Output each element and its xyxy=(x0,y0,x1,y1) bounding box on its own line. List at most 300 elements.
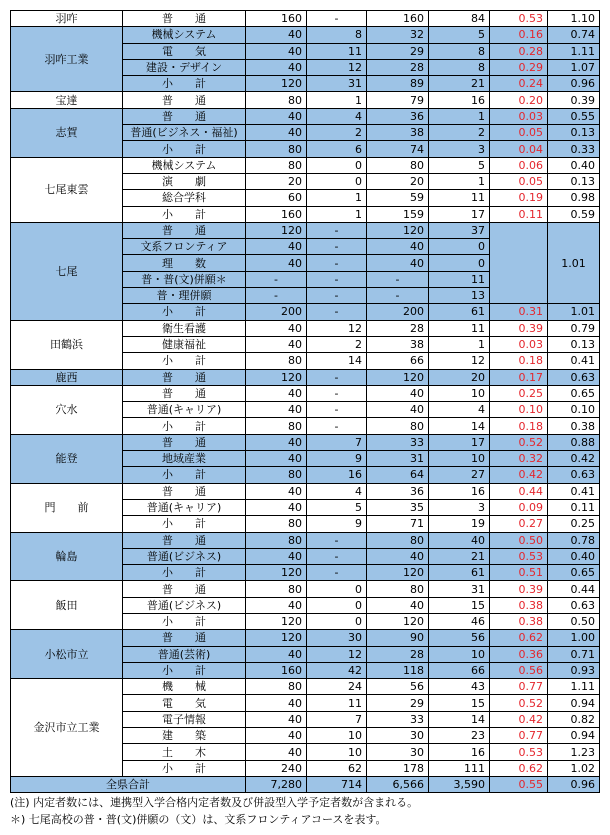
course-cell: 普 通 xyxy=(123,385,246,401)
value-cell: 29 xyxy=(367,43,429,59)
value-cell: 200 xyxy=(367,304,429,320)
ratio-cell: 0.24 xyxy=(490,76,548,92)
value-cell: 80 xyxy=(367,532,429,548)
ratio-cell: 0.05 xyxy=(490,173,548,189)
prev-ratio-cell: 0.41 xyxy=(548,353,600,369)
value-cell: 21 xyxy=(429,548,490,564)
value-cell: 74 xyxy=(367,141,429,157)
course-cell: 普通(ビジネス・福祉) xyxy=(123,125,246,141)
course-cell: 電 気 xyxy=(123,43,246,59)
ratio-cell: 0.04 xyxy=(490,141,548,157)
ratio-cell: 0.16 xyxy=(490,27,548,43)
course-cell: 理 数 xyxy=(123,255,246,271)
total-prev-ratio-cell: 0.96 xyxy=(548,776,600,792)
value-cell: - xyxy=(307,288,367,304)
value-cell: 2 xyxy=(429,125,490,141)
course-cell: 普・理併願 xyxy=(123,288,246,304)
ratio-cell: 0.20 xyxy=(490,92,548,108)
value-cell: 15 xyxy=(429,597,490,613)
note-line: (注) 内定者数には、連携型入学合格内定者数及び併設型入学予定者数が含まれる。 xyxy=(10,796,419,809)
value-cell: 5 xyxy=(429,157,490,173)
ratio-cell: 0.52 xyxy=(490,434,548,450)
value-cell: 12 xyxy=(429,353,490,369)
ratio-cell: 0.28 xyxy=(490,43,548,59)
value-cell: 38 xyxy=(367,336,429,352)
prev-ratio-cell: 0.94 xyxy=(548,728,600,744)
value-cell: 12 xyxy=(307,59,367,75)
value-cell: 28 xyxy=(367,59,429,75)
value-cell: 40 xyxy=(246,597,307,613)
ratio-cell: 0.77 xyxy=(490,679,548,695)
value-cell: 56 xyxy=(429,630,490,646)
value-cell: 66 xyxy=(367,353,429,369)
course-cell: 普 通 xyxy=(123,92,246,108)
value-cell: 19 xyxy=(429,516,490,532)
course-cell: 小 計 xyxy=(123,613,246,629)
value-cell: 159 xyxy=(367,206,429,222)
value-cell: 61 xyxy=(429,304,490,320)
school-name-cell: 羽咋 xyxy=(11,11,123,27)
school-name-cell: 志賀 xyxy=(11,108,123,157)
value-cell: 90 xyxy=(367,630,429,646)
prev-ratio-cell: 0.44 xyxy=(548,581,600,597)
course-cell: 普通(キャリア) xyxy=(123,499,246,515)
course-cell: 普 通 xyxy=(123,108,246,124)
ratio-cell xyxy=(490,222,548,303)
table-row xyxy=(11,679,600,695)
prev-ratio-cell: 0.63 xyxy=(548,467,600,483)
ratio-cell: 0.38 xyxy=(490,613,548,629)
value-cell: 10 xyxy=(429,451,490,467)
value-cell: 33 xyxy=(367,711,429,727)
value-cell: 6 xyxy=(307,141,367,157)
value-cell: 80 xyxy=(246,581,307,597)
course-cell: 機械システム xyxy=(123,27,246,43)
total-row xyxy=(11,776,600,792)
value-cell: 40 xyxy=(246,499,307,515)
prev-ratio-cell: 0.11 xyxy=(548,499,600,515)
value-cell: 10 xyxy=(429,646,490,662)
value-cell: - xyxy=(307,565,367,581)
ratio-cell: 0.19 xyxy=(490,190,548,206)
value-cell: 10 xyxy=(429,385,490,401)
total-value-cell: 3,590 xyxy=(429,776,490,792)
value-cell: 7 xyxy=(307,711,367,727)
course-cell: 演 劇 xyxy=(123,173,246,189)
value-cell: 14 xyxy=(307,353,367,369)
prev-ratio-cell: 0.93 xyxy=(548,662,600,678)
value-cell: 40 xyxy=(246,711,307,727)
value-cell: 40 xyxy=(367,548,429,564)
value-cell: 15 xyxy=(429,695,490,711)
value-cell: 8 xyxy=(429,59,490,75)
course-cell: 普 通 xyxy=(123,581,246,597)
course-cell: 普 通 xyxy=(123,532,246,548)
prev-ratio-cell: 0.13 xyxy=(548,336,600,352)
ratio-cell: 0.42 xyxy=(490,467,548,483)
table-row xyxy=(11,11,600,27)
value-cell: - xyxy=(307,418,367,434)
value-cell: 28 xyxy=(367,320,429,336)
value-cell: 0 xyxy=(307,597,367,613)
value-cell: 42 xyxy=(307,662,367,678)
value-cell: 80 xyxy=(246,353,307,369)
value-cell: 160 xyxy=(246,206,307,222)
prev-ratio-cell: 1.11 xyxy=(548,43,600,59)
value-cell: 80 xyxy=(367,581,429,597)
table-row xyxy=(11,532,600,548)
value-cell: 80 xyxy=(246,467,307,483)
value-cell: 3 xyxy=(429,141,490,157)
prev-ratio-cell: 0.71 xyxy=(548,646,600,662)
ratio-cell: 0.17 xyxy=(490,369,548,385)
value-cell: 120 xyxy=(246,565,307,581)
value-cell: 120 xyxy=(246,630,307,646)
table-row xyxy=(11,369,600,385)
value-cell: 8 xyxy=(307,27,367,43)
course-cell: 小 計 xyxy=(123,76,246,92)
value-cell: 31 xyxy=(429,581,490,597)
value-cell: - xyxy=(307,239,367,255)
value-cell: 35 xyxy=(367,499,429,515)
prev-ratio-cell: 0.13 xyxy=(548,125,600,141)
value-cell: 120 xyxy=(246,222,307,238)
ratio-cell: 0.32 xyxy=(490,451,548,467)
ratio-cell: 0.11 xyxy=(490,206,548,222)
value-cell: - xyxy=(367,288,429,304)
value-cell: - xyxy=(246,288,307,304)
value-cell: 4 xyxy=(307,108,367,124)
value-cell: 20 xyxy=(429,369,490,385)
course-cell: 普通(芸術) xyxy=(123,646,246,662)
ratio-cell: 0.53 xyxy=(490,11,548,27)
value-cell: 33 xyxy=(367,434,429,450)
value-cell: 9 xyxy=(307,516,367,532)
value-cell: 1 xyxy=(429,108,490,124)
value-cell: 79 xyxy=(367,92,429,108)
value-cell: 120 xyxy=(367,369,429,385)
prev-ratio-cell: 0.39 xyxy=(548,92,600,108)
value-cell: 160 xyxy=(367,11,429,27)
value-cell: 40 xyxy=(246,402,307,418)
value-cell: 80 xyxy=(246,679,307,695)
ratio-cell: 0.05 xyxy=(490,125,548,141)
prev-ratio-cell: 0.50 xyxy=(548,613,600,629)
ratio-cell: 0.25 xyxy=(490,385,548,401)
value-cell: 80 xyxy=(246,532,307,548)
prev-ratio-cell: 0.79 xyxy=(548,320,600,336)
course-cell: 小 計 xyxy=(123,141,246,157)
value-cell: - xyxy=(307,402,367,418)
value-cell: - xyxy=(307,304,367,320)
value-cell: 84 xyxy=(429,11,490,27)
prev-ratio-cell: 0.63 xyxy=(548,597,600,613)
value-cell: 46 xyxy=(429,613,490,629)
table-body xyxy=(11,11,600,793)
value-cell: 40 xyxy=(246,744,307,760)
course-cell: 普 通 xyxy=(123,434,246,450)
value-cell: 4 xyxy=(429,402,490,418)
value-cell: 31 xyxy=(367,451,429,467)
value-cell: 59 xyxy=(367,190,429,206)
ratio-cell: 0.39 xyxy=(490,320,548,336)
value-cell: 40 xyxy=(246,125,307,141)
school-name-cell: 羽咋工業 xyxy=(11,27,123,92)
value-cell: 89 xyxy=(367,76,429,92)
value-cell: - xyxy=(307,369,367,385)
value-cell: 20 xyxy=(367,173,429,189)
value-cell: 40 xyxy=(246,385,307,401)
value-cell: 120 xyxy=(367,613,429,629)
value-cell: 11 xyxy=(307,43,367,59)
ratio-cell: 0.27 xyxy=(490,516,548,532)
prev-ratio-cell: 0.63 xyxy=(548,369,600,385)
value-cell: 0 xyxy=(307,157,367,173)
value-cell: 9 xyxy=(307,451,367,467)
value-cell: 23 xyxy=(429,728,490,744)
value-cell: 29 xyxy=(367,695,429,711)
value-cell: 40 xyxy=(246,43,307,59)
course-cell: 文系フロンティア xyxy=(123,239,246,255)
prev-ratio-cell: 0.74 xyxy=(548,27,600,43)
school-name-cell: 七尾 xyxy=(11,222,123,320)
value-cell: 11 xyxy=(429,271,490,287)
school-name-cell: 田鶴浜 xyxy=(11,320,123,369)
prev-ratio-cell: 1.01 xyxy=(548,304,600,320)
prev-ratio-cell: 0.59 xyxy=(548,206,600,222)
course-cell: 普通(ビジネス) xyxy=(123,597,246,613)
value-cell: 21 xyxy=(429,76,490,92)
table-row xyxy=(11,27,600,43)
value-cell: 4 xyxy=(307,483,367,499)
table-row xyxy=(11,581,600,597)
ratio-cell: 0.62 xyxy=(490,630,548,646)
prev-ratio-cell: 0.25 xyxy=(548,516,600,532)
value-cell: 120 xyxy=(246,76,307,92)
value-cell: - xyxy=(246,271,307,287)
value-cell: 40 xyxy=(246,239,307,255)
value-cell: 16 xyxy=(307,467,367,483)
school-name-cell: 金沢市立工業 xyxy=(11,679,123,777)
value-cell: 120 xyxy=(246,613,307,629)
value-cell: 40 xyxy=(246,27,307,43)
value-cell: 12 xyxy=(307,646,367,662)
value-cell: 40 xyxy=(246,548,307,564)
course-cell: 機 械 xyxy=(123,679,246,695)
course-cell: 小 計 xyxy=(123,418,246,434)
value-cell: 5 xyxy=(429,27,490,43)
course-cell: 普 通 xyxy=(123,483,246,499)
value-cell: 40 xyxy=(246,646,307,662)
value-cell: - xyxy=(307,548,367,564)
ratio-cell: 0.53 xyxy=(490,548,548,564)
school-name-cell: 門 前 xyxy=(11,483,123,532)
value-cell: 38 xyxy=(367,125,429,141)
ratio-cell: 0.09 xyxy=(490,499,548,515)
value-cell: 200 xyxy=(246,304,307,320)
course-cell: 普 通 xyxy=(123,222,246,238)
table-row xyxy=(11,157,600,173)
value-cell: 11 xyxy=(429,320,490,336)
prev-ratio-cell: 0.40 xyxy=(548,157,600,173)
value-cell: 80 xyxy=(246,157,307,173)
course-cell: 普通(ビジネス) xyxy=(123,548,246,564)
value-cell: 31 xyxy=(307,76,367,92)
prev-ratio-cell: 0.98 xyxy=(548,190,600,206)
value-cell: 178 xyxy=(367,760,429,776)
value-cell: 12 xyxy=(307,320,367,336)
value-cell: 118 xyxy=(367,662,429,678)
value-cell: 36 xyxy=(367,108,429,124)
value-cell: 24 xyxy=(307,679,367,695)
value-cell: 37 xyxy=(429,222,490,238)
value-cell: 80 xyxy=(246,516,307,532)
prev-ratio-cell: 0.55 xyxy=(548,108,600,124)
value-cell: 16 xyxy=(429,483,490,499)
value-cell: - xyxy=(307,385,367,401)
total-ratio-cell: 0.55 xyxy=(490,776,548,792)
course-cell: 健康福祉 xyxy=(123,336,246,352)
course-cell: 普 通 xyxy=(123,11,246,27)
value-cell: 80 xyxy=(367,418,429,434)
prev-ratio-cell: 0.33 xyxy=(548,141,600,157)
value-cell: 1 xyxy=(307,206,367,222)
table-row xyxy=(11,92,600,108)
school-name-cell: 小松市立 xyxy=(11,630,123,679)
ratio-cell: 0.03 xyxy=(490,336,548,352)
table-row xyxy=(11,630,600,646)
prev-ratio-cell: 0.88 xyxy=(548,434,600,450)
course-cell: 土 木 xyxy=(123,744,246,760)
value-cell: 61 xyxy=(429,565,490,581)
value-cell: 80 xyxy=(246,92,307,108)
value-cell: 40 xyxy=(246,728,307,744)
prev-ratio-cell: 1.02 xyxy=(548,760,600,776)
total-value-cell: 714 xyxy=(307,776,367,792)
ratio-cell: 0.62 xyxy=(490,760,548,776)
value-cell: 120 xyxy=(246,369,307,385)
table-row xyxy=(11,483,600,499)
value-cell: 1 xyxy=(429,336,490,352)
value-cell: 40 xyxy=(246,320,307,336)
prev-ratio-cell: 1.10 xyxy=(548,11,600,27)
school-name-cell: 飯田 xyxy=(11,581,123,630)
course-cell: 建 築 xyxy=(123,728,246,744)
total-value-cell: 6,566 xyxy=(367,776,429,792)
course-cell: 電子情報 xyxy=(123,711,246,727)
value-cell: 62 xyxy=(307,760,367,776)
value-cell: 14 xyxy=(429,711,490,727)
value-cell: 14 xyxy=(429,418,490,434)
value-cell: 40 xyxy=(367,402,429,418)
school-name-cell: 輪島 xyxy=(11,532,123,581)
prev-ratio-cell: 0.78 xyxy=(548,532,600,548)
value-cell: 40 xyxy=(246,255,307,271)
value-cell: - xyxy=(307,271,367,287)
value-cell: 30 xyxy=(367,728,429,744)
prev-ratio-cell: 0.82 xyxy=(548,711,600,727)
ratio-cell: 0.44 xyxy=(490,483,548,499)
value-cell: 160 xyxy=(246,11,307,27)
value-cell: 1 xyxy=(307,190,367,206)
ratio-cell: 0.52 xyxy=(490,695,548,711)
total-value-cell: 7,280 xyxy=(246,776,307,792)
value-cell: 60 xyxy=(246,190,307,206)
ratio-cell: 0.18 xyxy=(490,418,548,434)
prev-ratio-cell: 0.94 xyxy=(548,695,600,711)
course-cell: 小 計 xyxy=(123,662,246,678)
value-cell: - xyxy=(307,11,367,27)
ratio-cell: 0.39 xyxy=(490,581,548,597)
value-cell: 80 xyxy=(367,157,429,173)
value-cell: 120 xyxy=(367,565,429,581)
value-cell: 17 xyxy=(429,206,490,222)
value-cell: 0 xyxy=(429,239,490,255)
table-row xyxy=(11,434,600,450)
value-cell: 40 xyxy=(367,255,429,271)
prev-ratio-cell: 0.10 xyxy=(548,402,600,418)
value-cell: 160 xyxy=(246,662,307,678)
prev-ratio-cell: 0.96 xyxy=(548,76,600,92)
value-cell: 16 xyxy=(429,744,490,760)
course-cell: 建設・デザイン xyxy=(123,59,246,75)
value-cell: 28 xyxy=(367,646,429,662)
prev-ratio-cell: 1.07 xyxy=(548,59,600,75)
ratio-cell: 0.18 xyxy=(490,353,548,369)
course-cell: 普 通 xyxy=(123,630,246,646)
school-name-cell: 七尾東雲 xyxy=(11,157,123,222)
value-cell: 2 xyxy=(307,125,367,141)
value-cell: 11 xyxy=(429,190,490,206)
value-cell: 0 xyxy=(429,255,490,271)
value-cell: 66 xyxy=(429,662,490,678)
value-cell: 11 xyxy=(307,695,367,711)
prev-ratio-cell: 0.41 xyxy=(548,483,600,499)
course-cell: 普 通 xyxy=(123,369,246,385)
value-cell: - xyxy=(307,255,367,271)
notes xyxy=(10,794,605,828)
course-cell: 普通(キャリア) xyxy=(123,402,246,418)
ratio-cell: 0.50 xyxy=(490,532,548,548)
prev-ratio-cell: 1.11 xyxy=(548,679,600,695)
ratio-cell: 0.10 xyxy=(490,402,548,418)
course-cell: 小 計 xyxy=(123,206,246,222)
ratio-cell: 0.29 xyxy=(490,59,548,75)
course-cell: 機械システム xyxy=(123,157,246,173)
prev-ratio-cell: 1.00 xyxy=(548,630,600,646)
course-cell: 小 計 xyxy=(123,565,246,581)
school-name-cell: 能登 xyxy=(11,434,123,483)
school-name-cell: 宝達 xyxy=(11,92,123,108)
ratio-cell: 0.31 xyxy=(490,304,548,320)
value-cell: 5 xyxy=(307,499,367,515)
value-cell: 40 xyxy=(367,597,429,613)
value-cell: 20 xyxy=(246,173,307,189)
value-cell: 10 xyxy=(307,744,367,760)
enrollment-table xyxy=(10,10,600,793)
value-cell: 7 xyxy=(307,434,367,450)
prev-ratio-cell: 0.40 xyxy=(548,548,600,564)
course-cell: 小 計 xyxy=(123,467,246,483)
course-cell: 衛生看護 xyxy=(123,320,246,336)
note-line: ＊) 七尾高校の普・普(文)併願の（文）は、文系フロンティアコースを表す。 xyxy=(10,813,387,826)
prev-ratio-cell: 0.13 xyxy=(548,173,600,189)
value-cell: 240 xyxy=(246,760,307,776)
value-cell: 40 xyxy=(367,239,429,255)
value-cell: 40 xyxy=(246,59,307,75)
table-row xyxy=(11,108,600,124)
prev-ratio-cell: 1.23 xyxy=(548,744,600,760)
